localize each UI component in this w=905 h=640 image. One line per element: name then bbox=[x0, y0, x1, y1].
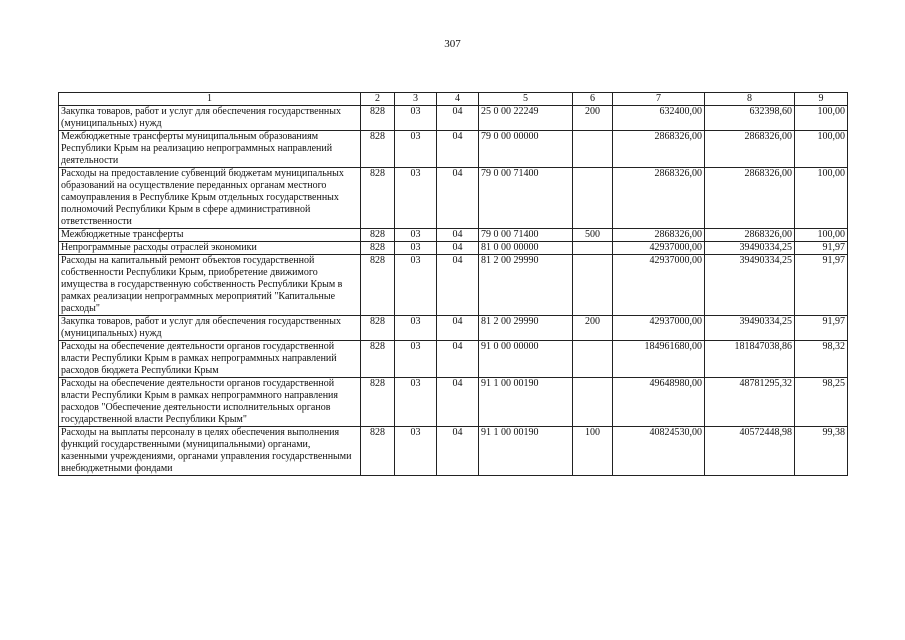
row-target-article: 79 0 00 00000 bbox=[479, 131, 573, 168]
row-plan-amount: 42937000,00 bbox=[613, 255, 705, 316]
row-grbs-code: 828 bbox=[361, 341, 395, 378]
row-grbs-code: 828 bbox=[361, 427, 395, 476]
header-cell: 3 bbox=[395, 93, 437, 106]
row-target-article: 25 0 00 22249 bbox=[479, 106, 573, 131]
row-target-article: 79 0 00 71400 bbox=[479, 168, 573, 229]
row-subsection-code: 04 bbox=[437, 229, 479, 242]
header-cell: 5 bbox=[479, 93, 573, 106]
row-grbs-code: 828 bbox=[361, 255, 395, 316]
row-percent: 100,00 bbox=[795, 106, 848, 131]
row-plan-amount: 49648980,00 bbox=[613, 378, 705, 427]
row-name: Расходы на капитальный ремонт объектов государственной собственности Республики Крым, приобретение движимого имущества в государственную собственность Республики Крым в рамках реализации непрограммных мероприятий "Капитальные расходы" bbox=[59, 255, 361, 316]
row-section-code: 03 bbox=[395, 427, 437, 476]
row-name: Непрограммные расходы отраслей экономики bbox=[59, 242, 361, 255]
row-subsection-code: 04 bbox=[437, 255, 479, 316]
row-name: Расходы на обеспечение деятельности органов государственной власти Республики Крым в рамках непрограммного направления расходов "Обеспечение деятельности исполнительных органов государственной власти Республики Крым" bbox=[59, 378, 361, 427]
table-row bbox=[59, 242, 848, 255]
header-cell: 4 bbox=[437, 93, 479, 106]
row-percent: 98,32 bbox=[795, 341, 848, 378]
row-subsection-code: 04 bbox=[437, 427, 479, 476]
header-cell: 6 bbox=[573, 93, 613, 106]
row-actual-amount: 48781295,32 bbox=[705, 378, 795, 427]
row-section-code: 03 bbox=[395, 168, 437, 229]
row-actual-amount: 40572448,98 bbox=[705, 427, 795, 476]
table-row bbox=[59, 378, 848, 427]
row-actual-amount: 181847038,86 bbox=[705, 341, 795, 378]
row-subsection-code: 04 bbox=[437, 168, 479, 229]
row-section-code: 03 bbox=[395, 316, 437, 341]
row-subsection-code: 04 bbox=[437, 316, 479, 341]
row-section-code: 03 bbox=[395, 255, 437, 316]
table-row bbox=[59, 131, 848, 168]
row-expense-type: 100 bbox=[573, 427, 613, 476]
row-plan-amount: 184961680,00 bbox=[613, 341, 705, 378]
row-plan-amount: 42937000,00 bbox=[613, 316, 705, 341]
row-section-code: 03 bbox=[395, 131, 437, 168]
row-subsection-code: 04 bbox=[437, 378, 479, 427]
row-subsection-code: 04 bbox=[437, 242, 479, 255]
page-number: 307 bbox=[444, 38, 461, 50]
row-plan-amount: 40824530,00 bbox=[613, 427, 705, 476]
row-name: Расходы на выплаты персоналу в целях обеспечения выполнения функций государственными (муниципальными) органами, казенными учреждениями, органами управления государственными внебюджетными фондами bbox=[59, 427, 361, 476]
table-row bbox=[59, 106, 848, 131]
row-target-article: 81 2 00 29990 bbox=[479, 316, 573, 341]
row-target-article: 81 2 00 29990 bbox=[479, 255, 573, 316]
row-percent: 91,97 bbox=[795, 255, 848, 316]
row-target-article: 91 0 00 00000 bbox=[479, 341, 573, 378]
row-grbs-code: 828 bbox=[361, 229, 395, 242]
row-section-code: 03 bbox=[395, 242, 437, 255]
row-grbs-code: 828 bbox=[361, 242, 395, 255]
row-grbs-code: 828 bbox=[361, 131, 395, 168]
header-cell: 7 bbox=[613, 93, 705, 106]
row-target-article: 79 0 00 71400 bbox=[479, 229, 573, 242]
header-cell: 9 bbox=[795, 93, 848, 106]
table-row bbox=[59, 341, 848, 378]
budget-table bbox=[58, 92, 848, 476]
row-expense-type: 500 bbox=[573, 229, 613, 242]
row-expense-type bbox=[573, 378, 613, 427]
row-name: Расходы на предоставление субвенций бюджетам муниципальных образований на осуществление переданных органам местного самоуправления в Республике Крым отдельных государственных полномочий Республики Крым в сфере административной ответственности bbox=[59, 168, 361, 229]
table-row bbox=[59, 168, 848, 229]
row-name: Межбюджетные трансферты bbox=[59, 229, 361, 242]
row-plan-amount: 2868326,00 bbox=[613, 131, 705, 168]
row-actual-amount: 39490334,25 bbox=[705, 242, 795, 255]
row-actual-amount: 39490334,25 bbox=[705, 316, 795, 341]
row-expense-type: 200 bbox=[573, 106, 613, 131]
row-percent: 98,25 bbox=[795, 378, 848, 427]
row-target-article: 91 1 00 00190 bbox=[479, 427, 573, 476]
row-expense-type bbox=[573, 341, 613, 378]
header-cell: 1 bbox=[59, 93, 361, 106]
row-percent: 91,97 bbox=[795, 316, 848, 341]
row-target-article: 91 1 00 00190 bbox=[479, 378, 573, 427]
row-name: Закупка товаров, работ и услуг для обеспечения государственных (муниципальных) нужд bbox=[59, 106, 361, 131]
row-plan-amount: 632400,00 bbox=[613, 106, 705, 131]
row-actual-amount: 632398,60 bbox=[705, 106, 795, 131]
row-name: Межбюджетные трансферты муниципальным образованиям Республики Крым на реализацию непрограммных направлений деятельности bbox=[59, 131, 361, 168]
row-section-code: 03 bbox=[395, 341, 437, 378]
row-percent: 100,00 bbox=[795, 168, 848, 229]
table-row bbox=[59, 255, 848, 316]
row-expense-type bbox=[573, 168, 613, 229]
header-cell: 2 bbox=[361, 93, 395, 106]
row-grbs-code: 828 bbox=[361, 106, 395, 131]
row-actual-amount: 39490334,25 bbox=[705, 255, 795, 316]
row-subsection-code: 04 bbox=[437, 341, 479, 378]
row-percent: 100,00 bbox=[795, 131, 848, 168]
row-plan-amount: 2868326,00 bbox=[613, 168, 705, 229]
row-grbs-code: 828 bbox=[361, 316, 395, 341]
row-section-code: 03 bbox=[395, 378, 437, 427]
row-expense-type: 200 bbox=[573, 316, 613, 341]
row-grbs-code: 828 bbox=[361, 168, 395, 229]
row-plan-amount: 42937000,00 bbox=[613, 242, 705, 255]
header-row bbox=[59, 93, 848, 106]
row-percent: 100,00 bbox=[795, 229, 848, 242]
row-grbs-code: 828 bbox=[361, 378, 395, 427]
row-percent: 99,38 bbox=[795, 427, 848, 476]
table-row bbox=[59, 229, 848, 242]
row-subsection-code: 04 bbox=[437, 106, 479, 131]
row-target-article: 81 0 00 00000 bbox=[479, 242, 573, 255]
table-row bbox=[59, 427, 848, 476]
row-section-code: 03 bbox=[395, 229, 437, 242]
row-actual-amount: 2868326,00 bbox=[705, 168, 795, 229]
row-section-code: 03 bbox=[395, 106, 437, 131]
row-name: Расходы на обеспечение деятельности органов государственной власти Республики Крым в рамках непрограммных направлений расходов бюджета Республики Крым bbox=[59, 341, 361, 378]
row-subsection-code: 04 bbox=[437, 131, 479, 168]
row-expense-type bbox=[573, 255, 613, 316]
row-actual-amount: 2868326,00 bbox=[705, 131, 795, 168]
row-actual-amount: 2868326,00 bbox=[705, 229, 795, 242]
table-row bbox=[59, 316, 848, 341]
row-plan-amount: 2868326,00 bbox=[613, 229, 705, 242]
header-cell: 8 bbox=[705, 93, 795, 106]
row-expense-type bbox=[573, 131, 613, 168]
row-percent: 91,97 bbox=[795, 242, 848, 255]
row-expense-type bbox=[573, 242, 613, 255]
table-body bbox=[59, 106, 848, 476]
row-name: Закупка товаров, работ и услуг для обеспечения государственных (муниципальных) нужд bbox=[59, 316, 361, 341]
